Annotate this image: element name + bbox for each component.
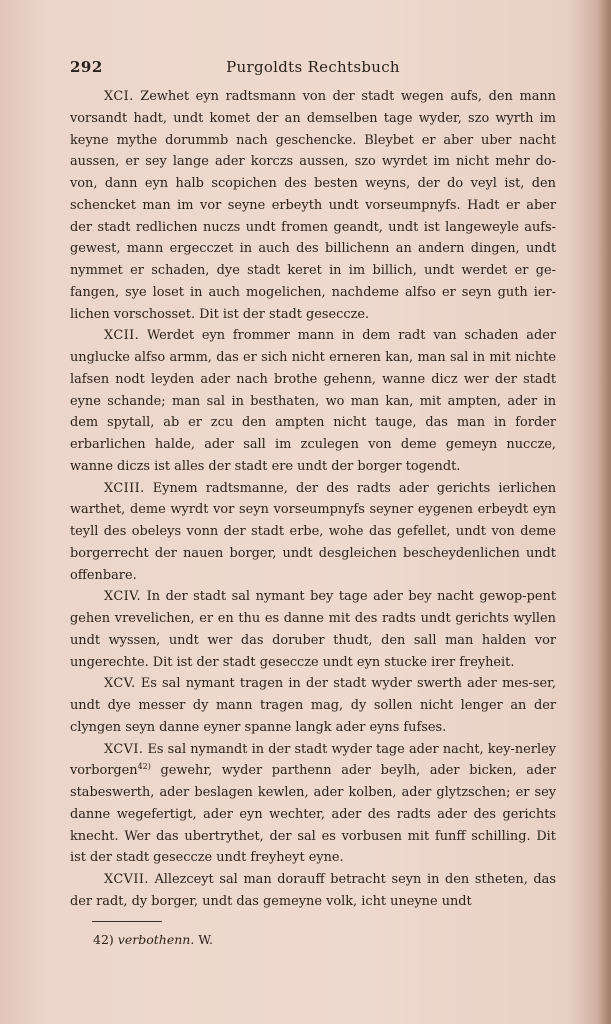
section-xcv (70, 673, 556, 738)
section-text: Es sal nymant tragen in der stadt wyder swerth ader mes-ser, undt dye messer dy mann tragen mag, dy sollen nicht lenger an der clyngen seyn danne eyner spanne langk ader eyns fufses. (70, 676, 556, 735)
section-xciv (70, 586, 556, 673)
page-header (70, 58, 556, 82)
section-text: In der stadt sal nymant bey tage ader bey nacht gewop-pent gehen vrevelichen, er en thu es danne mit des radts undt gerichts wyllen undt wyssen, undt wer das doruber thudt, den sall man halden vor ungerechte. Dit ist der stadt gesecczе undt eyn stucke irer freyheit. (70, 589, 556, 670)
section-xcvi (70, 739, 556, 870)
section-text: Werdet eyn frommer mann in dem radt van schaden ader unglucke alfso armm, das er sich nicht erneren kan, man sal in mit nichte lafsen nodt leyden ader nach brothe gehenn, wanne dicz wer der stadt eyne schande; man sal in besthaten, wo man kan, mit ampten, ader in dem spytall, ab er zcu den ampten nicht tauge, das man in forder erbarlichen halde, ader sall im zculegen von deme gemeyn nuccze, wanne diczs ist alles der stadt ere undt der borger togendt. (70, 328, 556, 474)
section-number: XCIII. (104, 480, 145, 496)
page-edge-shadow (597, 0, 611, 1024)
footnote-rule (92, 921, 162, 922)
section-number: XCVI. (104, 741, 144, 757)
section-number: XCVII. (104, 872, 149, 887)
page-number: 292 (70, 58, 103, 76)
section-number: XCIV. (104, 589, 142, 605)
section-text: Zewhet eyn radtsmann von der stadt wegen aufs, den mann vorsandt hadt, undt komet der an demselben tage wyder, szo wyrth im keyne mythe dorummb nach geschencke. Bleybet er aber uber nacht aussen, er sey lange ader korczs aussen, szo wyrdet im nicht mehr do-von, dann eyn halb scopichen des besten weyns, der do veyl ist, den schencket man im vor seyne erbeyth undt vorseumpnyfs. Hadt er aber der stadt redlichen nuczs undt fromen geandt, undt ist langeweyle aufs-gewest, mann ergecczet in auch des billichenn an andern dingen, undt nymmet er schaden, dye stadt keret in im billich, undt werdet er ge-fangen, sye loset in auch mogelichen, nachdeme alfso er seyn guth ier-lichen vorschosset. Dit ist der stadt geseccze. (70, 89, 556, 322)
section-text: gewehr, wyder parthenn ader beylh, ader bicken, ader stabeswerth, ader beslagen kewlen, ader kolben, ader glytzschen; er sey danne wegefertigt, ader eyn wechter, ader des radts ader des gerichts knecht. Wer das ubertrythet, der sal es vorbusen mit funff schilling. Dit ist der stadt gesecczе undt freyheyt eyne. (70, 763, 556, 866)
footnote-source: W. (198, 932, 213, 947)
section-xciii (70, 478, 556, 587)
section-text: Es sal nymandt in der stadt wyder tage ader nacht, key-nerley vorborgen (70, 741, 556, 779)
section-xcvii (70, 869, 556, 913)
section-xci (70, 86, 556, 325)
section-number: XCI. (104, 89, 134, 104)
section-number: XCV. (104, 676, 136, 692)
footnote (93, 932, 213, 947)
section-xcii (70, 325, 556, 477)
footnote-reference: 42) (137, 762, 151, 772)
section-text: Allezceyt sal man dorauff betracht seyn in den stheten, das der radt, dy borger, undt das gemeyne volk, icht uneyne undt (70, 872, 556, 909)
running-title: Purgoldts Rechtsbuch (226, 58, 400, 76)
section-text: Eynem radtsmanne, der des radts ader gerichts ierlichen warthet, deme wyrdt vor seyn vorseumpnyfs seyner eygenen erbeydt eyn teyll des obeleys vonn der stadt erbe, wohe das gefellet, undt von deme borgerrecht der nauen borger, undt desgleichen bescheydenlichen undt offenbare. (70, 480, 556, 583)
footnote-label: 42) (93, 932, 114, 947)
section-number: XCII. (104, 328, 140, 344)
page-body (70, 86, 556, 913)
footnote-text: verbothenn. (117, 932, 195, 947)
